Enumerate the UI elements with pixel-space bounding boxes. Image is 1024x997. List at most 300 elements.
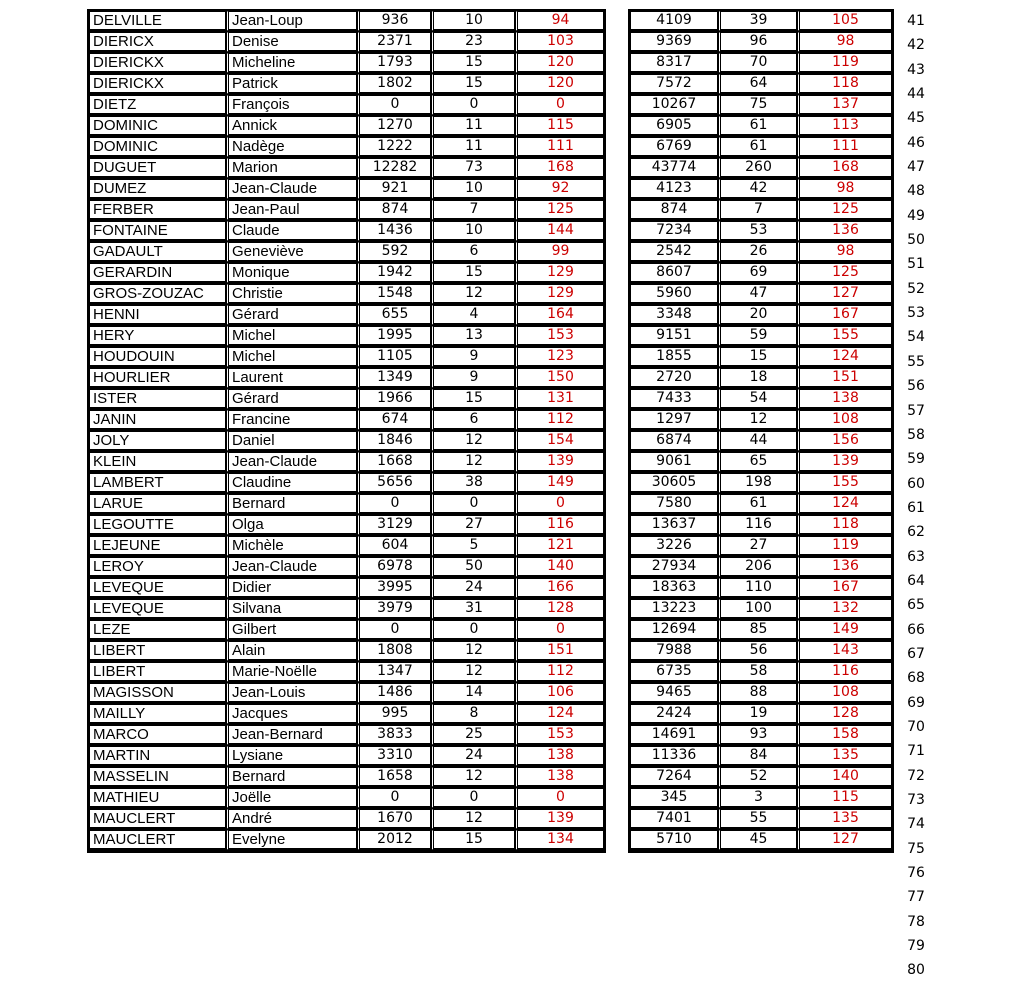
table-row <box>89 494 604 515</box>
average-cell: 94 <box>515 11 604 32</box>
season-total-cell: 8607 <box>630 263 718 284</box>
season-total-cell: 14691 <box>630 725 718 746</box>
last-name-cell: JOLY <box>89 431 226 452</box>
average-cell: 0 <box>515 620 604 641</box>
row-number: 41 <box>907 13 925 29</box>
table-row <box>89 158 604 179</box>
table-row <box>630 704 892 725</box>
season-average-cell: 136 <box>797 557 892 578</box>
season-average-cell: 155 <box>797 473 892 494</box>
total-cell: 674 <box>357 410 431 431</box>
season-total-cell: 7572 <box>630 74 718 95</box>
average-cell: 129 <box>515 284 604 305</box>
table-row <box>630 494 892 515</box>
row-number: 60 <box>907 475 925 492</box>
season-average-cell: 124 <box>797 347 892 368</box>
table-row <box>630 599 892 620</box>
average-cell: 144 <box>515 221 604 242</box>
count-cell: 27 <box>431 515 515 536</box>
total-cell: 921 <box>357 179 431 200</box>
season-total-cell: 7264 <box>630 767 718 788</box>
average-cell: 131 <box>515 389 604 410</box>
count-cell: 23 <box>431 32 515 53</box>
season-average-cell: 135 <box>797 809 892 830</box>
season-count-cell: 55 <box>718 809 797 830</box>
season-count-cell: 88 <box>718 683 797 704</box>
row-number: 52 <box>907 280 925 297</box>
season-average-cell: 118 <box>797 515 892 536</box>
average-cell: 139 <box>515 809 604 830</box>
total-cell: 1668 <box>357 452 431 473</box>
first-name-cell: Jean-Bernard <box>226 725 357 746</box>
table-row <box>89 242 604 263</box>
total-cell: 6978 <box>357 557 431 578</box>
total-cell: 0 <box>357 494 431 515</box>
total-cell: 1486 <box>357 683 431 704</box>
table-row <box>630 53 892 74</box>
table-row <box>630 347 892 368</box>
table-row <box>89 536 604 557</box>
season-total-cell: 2542 <box>630 242 718 263</box>
total-cell: 1793 <box>357 53 431 74</box>
season-count-cell: 85 <box>718 620 797 641</box>
season-count-cell: 93 <box>718 725 797 746</box>
first-name-cell: Bernard <box>226 494 357 515</box>
first-name-cell: Annick <box>226 116 357 137</box>
total-cell: 2012 <box>357 830 431 851</box>
average-cell: 120 <box>515 53 604 74</box>
count-cell: 50 <box>431 557 515 578</box>
first-name-cell: Gérard <box>226 305 357 326</box>
season-count-cell: 116 <box>718 515 797 536</box>
season-total-cell: 9061 <box>630 452 718 473</box>
first-name-cell: Didier <box>226 578 357 599</box>
last-name-cell: LIBERT <box>89 641 226 662</box>
table-row <box>630 767 892 788</box>
total-cell: 0 <box>357 788 431 809</box>
table-row <box>89 116 604 137</box>
table-row <box>630 389 892 410</box>
table-row <box>89 347 604 368</box>
total-cell: 3833 <box>357 725 431 746</box>
season-count-cell: 18 <box>718 368 797 389</box>
average-cell: 112 <box>515 662 604 683</box>
season-average-cell: 137 <box>797 95 892 116</box>
season-average-cell: 139 <box>797 452 892 473</box>
season-average-cell: 116 <box>797 662 892 683</box>
last-name-cell: KLEIN <box>89 452 226 473</box>
table-row <box>630 746 892 767</box>
first-name-cell: Micheline <box>226 53 357 74</box>
players-table-left <box>87 9 606 853</box>
last-name-cell: ISTER <box>89 389 226 410</box>
total-cell: 0 <box>357 95 431 116</box>
first-name-cell: Monique <box>226 263 357 284</box>
average-cell: 140 <box>515 557 604 578</box>
season-average-cell: 111 <box>797 137 892 158</box>
table-row <box>630 284 892 305</box>
row-number: 51 <box>907 256 925 273</box>
table-row <box>89 557 604 578</box>
players-table-left-body <box>89 11 604 851</box>
table-row <box>630 116 892 137</box>
first-name-cell: Michèle <box>226 536 357 557</box>
season-count-cell: 45 <box>718 830 797 851</box>
row-number: 77 <box>907 889 925 906</box>
total-cell: 1802 <box>357 74 431 95</box>
count-cell: 12 <box>431 284 515 305</box>
last-name-cell: MARTIN <box>89 746 226 767</box>
season-total-cell: 3348 <box>630 305 718 326</box>
count-cell: 15 <box>431 263 515 284</box>
first-name-cell: Denise <box>226 32 357 53</box>
season-total-cell: 27934 <box>630 557 718 578</box>
season-average-cell: 167 <box>797 305 892 326</box>
first-name-cell: Jean-Paul <box>226 200 357 221</box>
players-table-right <box>628 9 894 853</box>
table-row <box>630 473 892 494</box>
table-row <box>630 11 892 32</box>
season-count-cell: 58 <box>718 662 797 683</box>
count-cell: 10 <box>431 179 515 200</box>
table-row <box>630 368 892 389</box>
season-count-cell: 70 <box>718 53 797 74</box>
row-number: 76 <box>907 865 925 882</box>
average-cell: 106 <box>515 683 604 704</box>
total-cell: 1658 <box>357 767 431 788</box>
season-total-cell: 12694 <box>630 620 718 641</box>
average-cell: 92 <box>515 179 604 200</box>
row-number: 63 <box>907 548 925 565</box>
first-name-cell: Jacques <box>226 704 357 725</box>
table-row <box>89 578 604 599</box>
total-cell: 1347 <box>357 662 431 683</box>
row-number: 79 <box>907 938 925 955</box>
table-row <box>630 179 892 200</box>
count-cell: 12 <box>431 662 515 683</box>
season-count-cell: 206 <box>718 557 797 578</box>
count-cell: 14 <box>431 683 515 704</box>
season-total-cell: 6874 <box>630 431 718 452</box>
count-cell: 12 <box>431 809 515 830</box>
row-number-column <box>896 9 936 983</box>
season-total-cell: 7401 <box>630 809 718 830</box>
season-total-cell: 5960 <box>630 284 718 305</box>
row-number: 46 <box>907 134 925 151</box>
count-cell: 12 <box>431 431 515 452</box>
total-cell: 2371 <box>357 32 431 53</box>
first-name-cell: Bernard <box>226 767 357 788</box>
first-name-cell: Michel <box>226 347 357 368</box>
table-row <box>89 767 604 788</box>
row-number: 66 <box>907 621 925 638</box>
last-name-cell: MATHIEU <box>89 788 226 809</box>
season-average-cell: 98 <box>797 242 892 263</box>
first-name-cell: Michel <box>226 326 357 347</box>
first-name-cell: Daniel <box>226 431 357 452</box>
row-number: 68 <box>907 670 925 687</box>
table-row <box>89 200 604 221</box>
first-name-cell: Nadège <box>226 137 357 158</box>
total-cell: 1436 <box>357 221 431 242</box>
table-row <box>630 830 892 851</box>
season-count-cell: 110 <box>718 578 797 599</box>
row-number: 69 <box>907 694 925 711</box>
average-cell: 121 <box>515 536 604 557</box>
season-average-cell: 167 <box>797 578 892 599</box>
row-number: 58 <box>907 426 925 443</box>
season-total-cell: 1297 <box>630 410 718 431</box>
season-total-cell: 1855 <box>630 347 718 368</box>
count-cell: 0 <box>431 494 515 515</box>
season-count-cell: 84 <box>718 746 797 767</box>
total-cell: 1548 <box>357 284 431 305</box>
season-count-cell: 54 <box>718 389 797 410</box>
average-cell: 0 <box>515 95 604 116</box>
last-name-cell: GADAULT <box>89 242 226 263</box>
count-cell: 10 <box>431 11 515 32</box>
table-row <box>630 788 892 809</box>
row-number: 72 <box>907 767 925 784</box>
table-row <box>630 620 892 641</box>
average-cell: 128 <box>515 599 604 620</box>
count-cell: 31 <box>431 599 515 620</box>
row-number: 70 <box>907 718 925 735</box>
first-name-cell: Jean-Claude <box>226 452 357 473</box>
table-row <box>89 32 604 53</box>
season-average-cell: 115 <box>797 788 892 809</box>
first-name-cell: Claude <box>226 221 357 242</box>
count-cell: 6 <box>431 242 515 263</box>
first-name-cell: Laurent <box>226 368 357 389</box>
season-average-cell: 113 <box>797 116 892 137</box>
total-cell: 936 <box>357 11 431 32</box>
season-average-cell: 127 <box>797 284 892 305</box>
last-name-cell: DIERICX <box>89 32 226 53</box>
count-cell: 73 <box>431 158 515 179</box>
average-cell: 153 <box>515 725 604 746</box>
table-row <box>89 662 604 683</box>
table-row <box>89 515 604 536</box>
row-number: 42 <box>907 37 925 54</box>
last-name-cell: LEGOUTTE <box>89 515 226 536</box>
average-cell: 123 <box>515 347 604 368</box>
average-cell: 115 <box>515 116 604 137</box>
season-count-cell: 59 <box>718 326 797 347</box>
first-name-cell: François <box>226 95 357 116</box>
table-row <box>89 368 604 389</box>
season-count-cell: 19 <box>718 704 797 725</box>
table-row <box>630 158 892 179</box>
total-cell: 604 <box>357 536 431 557</box>
table-row <box>89 809 604 830</box>
last-name-cell: LEVEQUE <box>89 578 226 599</box>
table-row <box>89 452 604 473</box>
season-average-cell: 108 <box>797 683 892 704</box>
count-cell: 12 <box>431 452 515 473</box>
first-name-cell: Jean-Claude <box>226 179 357 200</box>
season-total-cell: 9369 <box>630 32 718 53</box>
last-name-cell: DIETZ <box>89 95 226 116</box>
count-cell: 13 <box>431 326 515 347</box>
season-total-cell: 7433 <box>630 389 718 410</box>
season-count-cell: 96 <box>718 32 797 53</box>
season-total-cell: 13223 <box>630 599 718 620</box>
table-row <box>89 263 604 284</box>
season-average-cell: 108 <box>797 410 892 431</box>
last-name-cell: DUMEZ <box>89 179 226 200</box>
average-cell: 0 <box>515 494 604 515</box>
season-average-cell: 143 <box>797 641 892 662</box>
last-name-cell: DIERICKX <box>89 74 226 95</box>
first-name-cell: Claudine <box>226 473 357 494</box>
last-name-cell: GERARDIN <box>89 263 226 284</box>
first-name-cell: Alain <box>226 641 357 662</box>
last-name-cell: DOMINIC <box>89 137 226 158</box>
table-row <box>630 809 892 830</box>
last-name-cell: MAILLY <box>89 704 226 725</box>
row-number: 73 <box>907 792 925 808</box>
season-count-cell: 100 <box>718 599 797 620</box>
row-number: 44 <box>907 86 925 103</box>
season-count-cell: 198 <box>718 473 797 494</box>
row-number: 71 <box>907 743 925 760</box>
total-cell: 3995 <box>357 578 431 599</box>
season-total-cell: 345 <box>630 788 718 809</box>
season-total-cell: 11336 <box>630 746 718 767</box>
season-average-cell: 127 <box>797 830 892 851</box>
season-count-cell: 65 <box>718 452 797 473</box>
row-number: 65 <box>907 597 925 614</box>
count-cell: 25 <box>431 725 515 746</box>
season-count-cell: 44 <box>718 431 797 452</box>
first-name-cell: Joëlle <box>226 788 357 809</box>
season-total-cell: 6769 <box>630 137 718 158</box>
first-name-cell: Lysiane <box>226 746 357 767</box>
table-row <box>630 641 892 662</box>
season-total-cell: 7580 <box>630 494 718 515</box>
table-row <box>89 53 604 74</box>
row-number: 43 <box>907 61 925 78</box>
row-number: 64 <box>907 572 925 589</box>
average-cell: 111 <box>515 137 604 158</box>
total-cell: 3310 <box>357 746 431 767</box>
season-average-cell: 149 <box>797 620 892 641</box>
total-cell: 5656 <box>357 473 431 494</box>
count-cell: 6 <box>431 410 515 431</box>
average-cell: 164 <box>515 305 604 326</box>
count-cell: 0 <box>431 95 515 116</box>
row-number: 47 <box>907 159 925 176</box>
table-row <box>89 221 604 242</box>
last-name-cell: GROS-ZOUZAC <box>89 284 226 305</box>
table-row <box>89 389 604 410</box>
count-cell: 0 <box>431 788 515 809</box>
row-number: 67 <box>907 645 925 662</box>
last-name-cell: LEJEUNE <box>89 536 226 557</box>
count-cell: 24 <box>431 578 515 599</box>
season-count-cell: 15 <box>718 347 797 368</box>
last-name-cell: LIBERT <box>89 662 226 683</box>
season-count-cell: 7 <box>718 200 797 221</box>
total-cell: 0 <box>357 620 431 641</box>
last-name-cell: FERBER <box>89 200 226 221</box>
total-cell: 1808 <box>357 641 431 662</box>
season-total-cell: 9151 <box>630 326 718 347</box>
total-cell: 995 <box>357 704 431 725</box>
table-row <box>89 704 604 725</box>
table-row <box>630 74 892 95</box>
season-average-cell: 168 <box>797 158 892 179</box>
count-cell: 7 <box>431 200 515 221</box>
season-total-cell: 6905 <box>630 116 718 137</box>
season-count-cell: 260 <box>718 158 797 179</box>
count-cell: 8 <box>431 704 515 725</box>
average-cell: 120 <box>515 74 604 95</box>
table-row <box>89 431 604 452</box>
table-row <box>89 599 604 620</box>
table-row <box>89 305 604 326</box>
season-average-cell: 118 <box>797 74 892 95</box>
count-cell: 9 <box>431 347 515 368</box>
table-row <box>89 830 604 851</box>
average-cell: 103 <box>515 32 604 53</box>
count-cell: 11 <box>431 137 515 158</box>
count-cell: 24 <box>431 746 515 767</box>
row-number: 61 <box>907 499 925 516</box>
last-name-cell: DIERICKX <box>89 53 226 74</box>
last-name-cell: LARUE <box>89 494 226 515</box>
first-name-cell: Gérard <box>226 389 357 410</box>
total-cell: 1995 <box>357 326 431 347</box>
season-total-cell: 874 <box>630 200 718 221</box>
average-cell: 153 <box>515 326 604 347</box>
last-name-cell: HOUDOUIN <box>89 347 226 368</box>
count-cell: 5 <box>431 536 515 557</box>
average-cell: 139 <box>515 452 604 473</box>
season-total-cell: 30605 <box>630 473 718 494</box>
last-name-cell: LEZE <box>89 620 226 641</box>
last-name-cell: HENNI <box>89 305 226 326</box>
last-name-cell: DUGUET <box>89 158 226 179</box>
table-row <box>630 515 892 536</box>
count-cell: 38 <box>431 473 515 494</box>
row-number: 55 <box>907 353 925 370</box>
season-total-cell: 18363 <box>630 578 718 599</box>
last-name-cell: HOURLIER <box>89 368 226 389</box>
count-cell: 12 <box>431 641 515 662</box>
season-count-cell: 75 <box>718 95 797 116</box>
season-average-cell: 151 <box>797 368 892 389</box>
total-cell: 874 <box>357 200 431 221</box>
last-name-cell: HERY <box>89 326 226 347</box>
table-row <box>630 452 892 473</box>
table-row <box>630 221 892 242</box>
average-cell: 168 <box>515 158 604 179</box>
table-row <box>89 473 604 494</box>
season-count-cell: 61 <box>718 137 797 158</box>
first-name-cell: Francine <box>226 410 357 431</box>
season-average-cell: 105 <box>797 11 892 32</box>
season-average-cell: 125 <box>797 200 892 221</box>
total-cell: 1270 <box>357 116 431 137</box>
count-cell: 11 <box>431 116 515 137</box>
row-number: 54 <box>907 329 925 346</box>
table-row <box>630 662 892 683</box>
table-row <box>89 746 604 767</box>
row-number: 57 <box>907 402 925 419</box>
season-average-cell: 98 <box>797 32 892 53</box>
